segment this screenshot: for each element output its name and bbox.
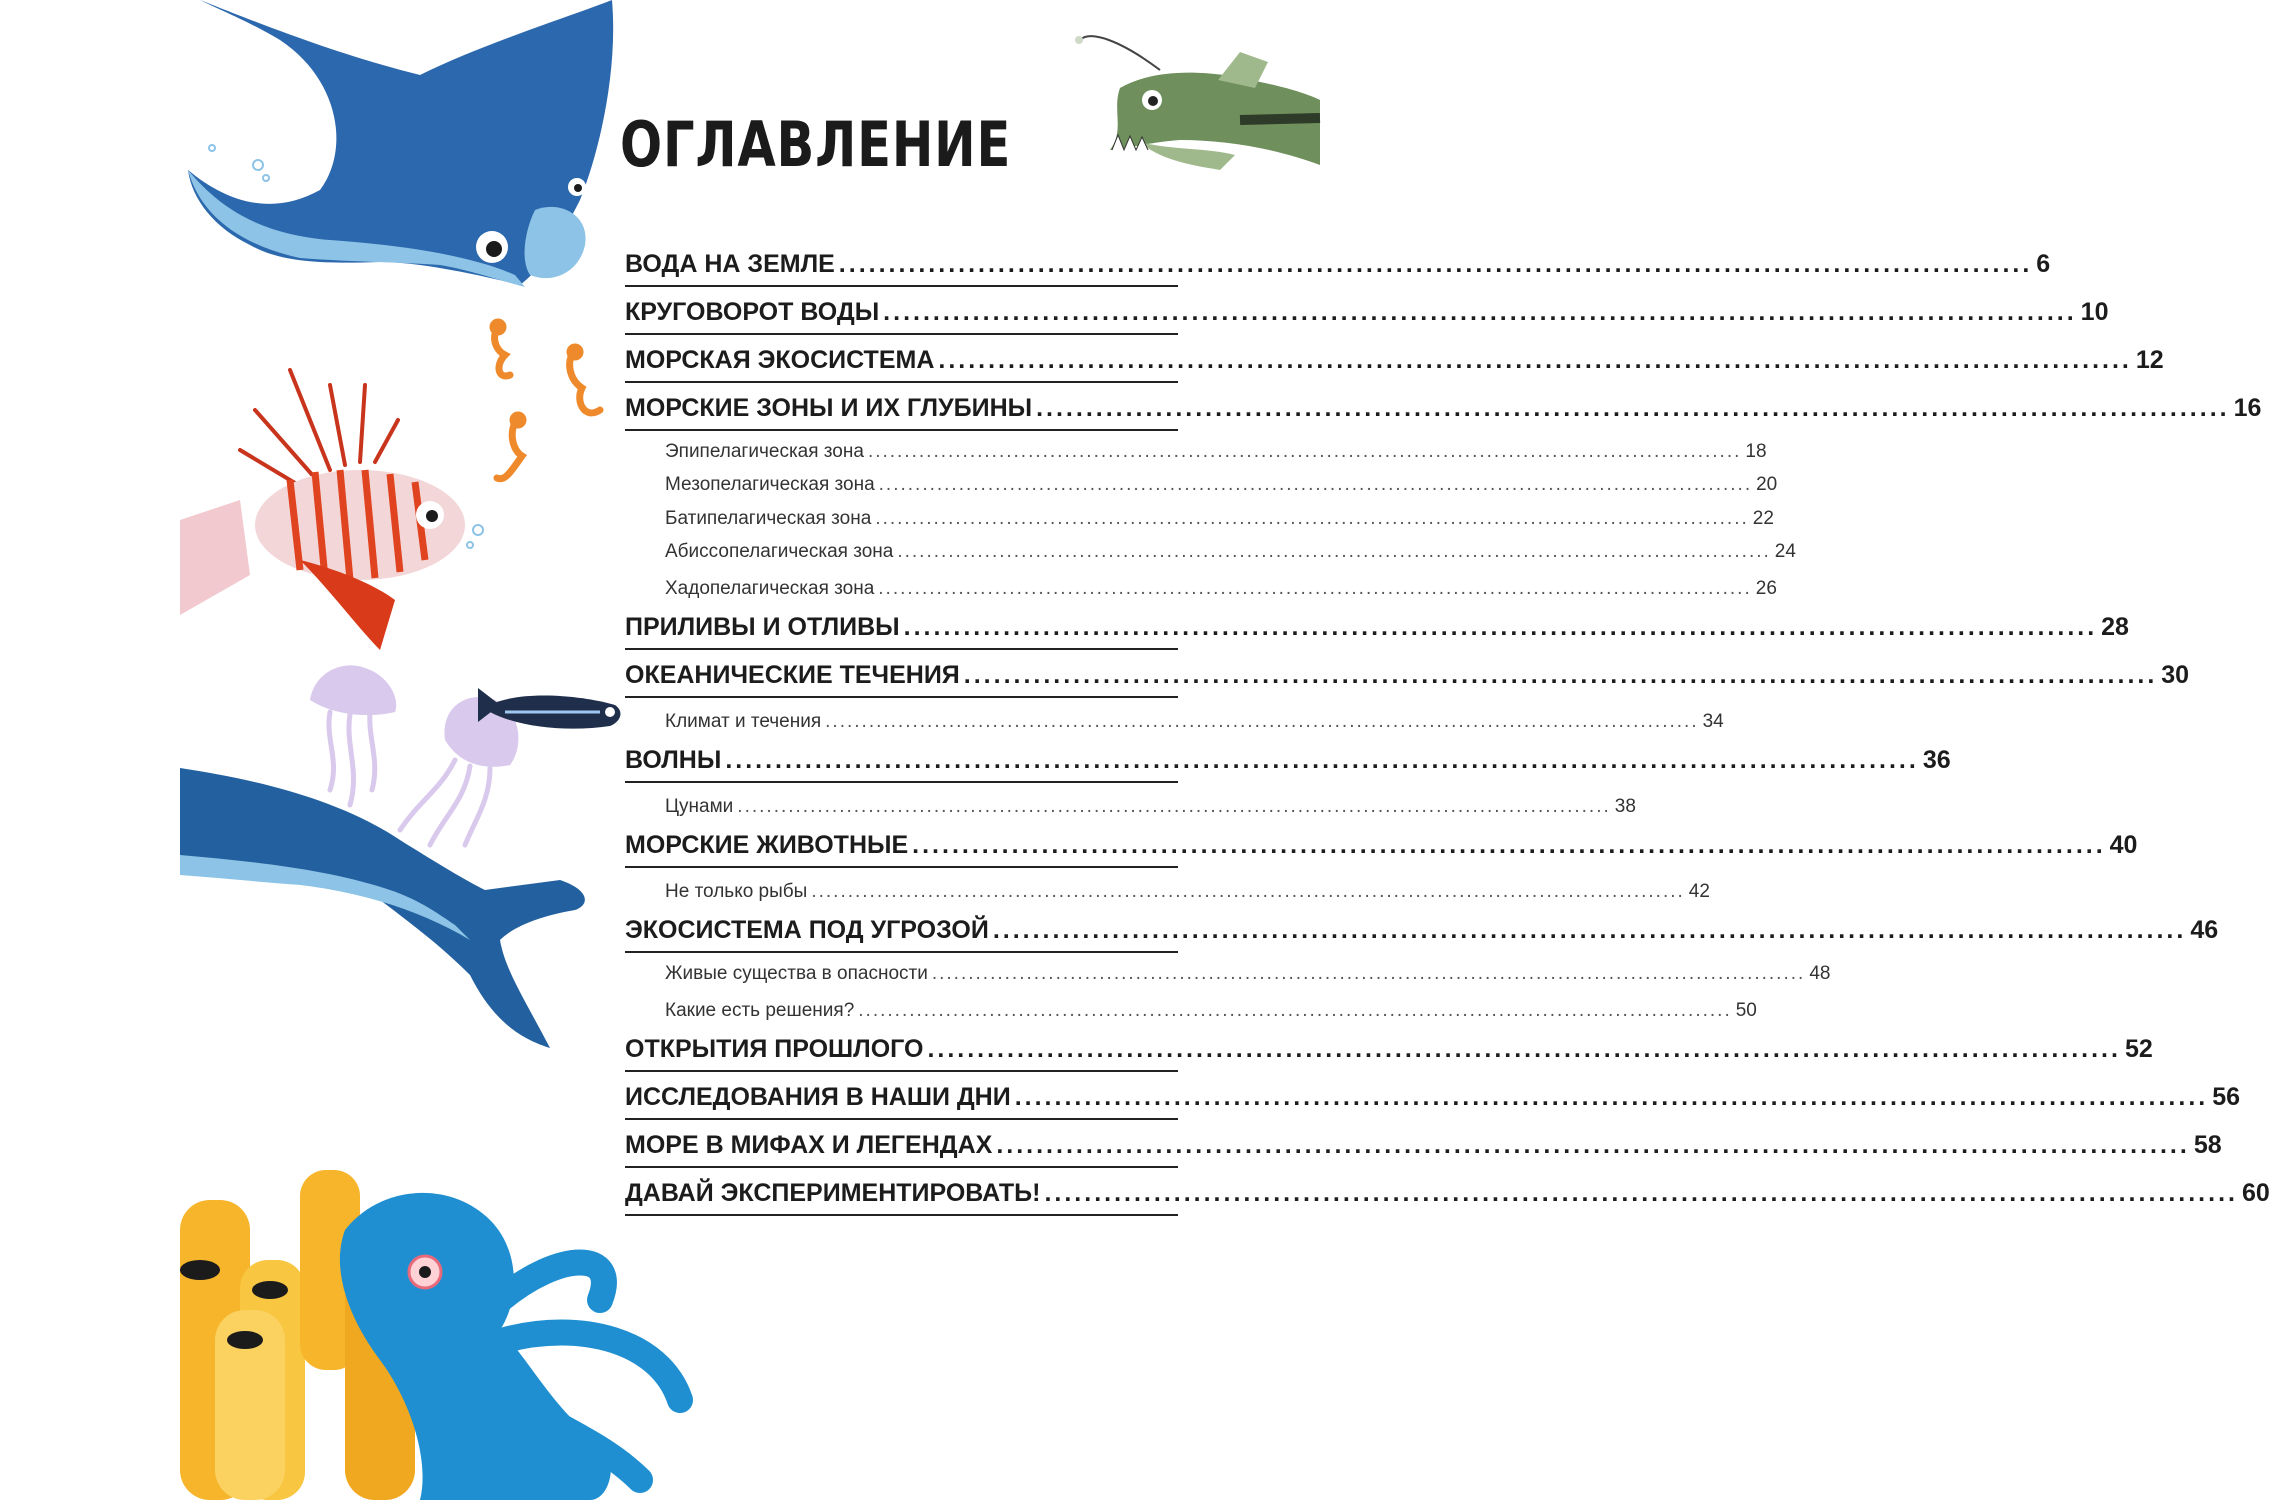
- toc-entry-title: Батипелагическая зона: [665, 507, 872, 529]
- toc-page-number: 60: [2241, 1178, 2270, 1207]
- toc-entry-title: Живые существа в опасности: [665, 962, 928, 984]
- dot-leader: ........................................................................................................................: [931, 962, 1806, 984]
- toc-chapter[interactable]: [625, 821, 2138, 868]
- toc-entry-title: Цунами: [665, 796, 734, 817]
- toc-page-number: 24: [1774, 541, 1796, 562]
- toc-chapter[interactable]: [625, 651, 2190, 698]
- toc-section[interactable]: [625, 784, 1636, 821]
- toc-section[interactable]: [625, 566, 1777, 603]
- toc-entry-title: Климат и течения: [665, 711, 822, 732]
- toc-entry-title: ДАВАЙ ЭКСПЕРИМЕНТИРОВАТЬ!: [625, 1178, 1041, 1207]
- dot-leader: ........................................................................................................................: [938, 346, 2132, 374]
- toc-entry-title: МОРСКИЕ ЗОНЫ И ИХ ГЛУБИНЫ: [625, 394, 1033, 422]
- dot-leader: ........................................................................................................................: [963, 661, 2158, 689]
- toc-section[interactable]: [625, 699, 1724, 736]
- toc-page-number: 18: [1745, 440, 1767, 462]
- toc-chapter[interactable]: [625, 384, 2262, 431]
- toc-entry-title: ОКЕАНИЧЕСКИЕ ТЕЧЕНИЯ: [625, 661, 960, 689]
- toc-chapter[interactable]: [625, 906, 2219, 953]
- toc-page-number: 36: [1922, 746, 1951, 774]
- toc-page-number: 40: [2109, 831, 2138, 859]
- toc-entry-title: КРУГОВОРОТ ВОДЫ: [625, 298, 880, 326]
- toc-section[interactable]: [625, 466, 1778, 500]
- toc-page-number: 26: [1755, 578, 1777, 599]
- toc-page-number: 30: [2161, 661, 2190, 689]
- dot-leader: ........................................................................................................................: [811, 881, 1685, 902]
- page-title: ОГЛАВЛЕНИЕ: [620, 108, 1012, 181]
- dot-leader: ........................................................................................................................: [878, 474, 1753, 495]
- toc-chapter[interactable]: [625, 736, 1951, 783]
- toc-entry-title: МОРСКИЕ ЖИВОТНЫЕ: [625, 831, 909, 859]
- toc-entry-title: ЭКОСИСТЕМА ПОД УГРОЗОЙ: [625, 916, 989, 944]
- dot-leader: ........................................................................................................................: [737, 796, 1611, 817]
- toc-section[interactable]: [625, 533, 1796, 567]
- dot-leader: ........................................................................................................................: [996, 1130, 2190, 1159]
- toc-page-number: 28: [2101, 613, 2129, 641]
- toc-page-number: 38: [1614, 796, 1636, 817]
- dot-leader: ........................................................................................................................: [725, 746, 1919, 774]
- toc-page-number: 50: [1735, 999, 1757, 1021]
- toc-entry-title: Хадопелагическая зона: [665, 578, 875, 599]
- dot-leader: ........................................................................................................................: [858, 999, 1732, 1021]
- toc-section[interactable]: [625, 988, 1757, 1025]
- dot-leader: ........................................................................................................................: [927, 1034, 2121, 1063]
- dot-leader: ........................................................................................................................: [838, 250, 2033, 278]
- toc-chapter[interactable]: [625, 603, 2129, 650]
- toc-page-number: 34: [1702, 711, 1724, 732]
- toc-page-number: 6: [2036, 250, 2051, 278]
- dot-leader: ........................................................................................................................: [1036, 394, 2230, 422]
- toc-page-number: 48: [1809, 962, 1831, 984]
- toc-entry-title: МОРСКАЯ ЭКОСИСТЕМА: [625, 346, 935, 374]
- toc-page-number: 42: [1688, 881, 1710, 902]
- dot-leader: ........................................................................................................................: [878, 578, 1752, 599]
- manta-ray-illustration: [188, 0, 613, 287]
- toc-section[interactable]: [625, 499, 1774, 533]
- toc-section[interactable]: [625, 869, 1710, 906]
- toc-chapter[interactable]: [625, 240, 2051, 287]
- toc-chapter[interactable]: [625, 288, 2109, 335]
- dot-leader: ........................................................................................................................: [875, 507, 1749, 529]
- toc-chapter[interactable]: [625, 336, 2164, 383]
- toc-entry-title: ПРИЛИВЫ И ОТЛИВЫ: [625, 613, 900, 641]
- toc-section[interactable]: [625, 954, 1831, 988]
- dot-leader: ........................................................................................................................: [825, 711, 1699, 732]
- whale-tail-illustration: [180, 768, 585, 1048]
- toc-entry-title: ОТКРЫТИЯ ПРОШЛОГО: [625, 1034, 924, 1063]
- dot-leader: ........................................................................................................................: [912, 831, 2106, 859]
- toc-entry-title: ИССЛЕДОВАНИЯ В НАШИ ДНИ: [625, 1082, 1011, 1111]
- toc-section[interactable]: [625, 432, 1767, 466]
- toc-entry-title: ВОДА НА ЗЕМЛЕ: [625, 250, 835, 278]
- toc-chapter[interactable]: [625, 1169, 2270, 1216]
- toc-page-number: 20: [1756, 474, 1778, 495]
- dot-leader: ........................................................................................................................: [867, 440, 1742, 462]
- dot-leader: ........................................................................................................................: [903, 613, 2098, 641]
- anglerfish-illustration: [1075, 36, 1320, 170]
- toc-page-number: 56: [2212, 1082, 2241, 1111]
- dot-leader: ........................................................................................................................: [1014, 1082, 2209, 1111]
- toc-chapter[interactable]: [625, 1025, 2153, 1072]
- dot-leader: ........................................................................................................................: [992, 916, 2187, 944]
- toc-page-number: 46: [2190, 916, 2219, 944]
- toc-page-number: 12: [2135, 346, 2164, 374]
- toc-page-number: 22: [1752, 507, 1774, 529]
- seahorses-illustration: [493, 322, 600, 479]
- toc-entry-title: МОРЕ В МИФАХ И ЛЕГЕНДАХ: [625, 1130, 993, 1159]
- toc-page-number: 52: [2124, 1034, 2153, 1063]
- dot-leader: ........................................................................................................................: [897, 541, 1771, 562]
- toc-entry-title: Мезопелагическая зона: [665, 474, 875, 495]
- lionfish-illustration: [180, 370, 483, 650]
- toc-entry-title: ВОЛНЫ: [625, 746, 722, 774]
- table-of-contents: [625, 240, 2270, 1217]
- toc-entry-title: Какие есть решения?: [665, 999, 855, 1021]
- toc-entry-title: Эпипелагическая зона: [665, 440, 864, 462]
- toc-page-number: 58: [2193, 1130, 2222, 1159]
- toc-chapter[interactable]: [625, 1121, 2222, 1168]
- toc-page-number: 10: [2080, 298, 2109, 326]
- toc-page-number: 16: [2233, 394, 2262, 422]
- toc-entry-title: Не только рыбы: [665, 881, 808, 902]
- toc-entry-title: Абиссопелагическая зона: [665, 541, 894, 562]
- dot-leader: ........................................................................................................................: [883, 298, 2077, 326]
- toc-chapter[interactable]: [625, 1073, 2241, 1120]
- dot-leader: ........................................................................................................................: [1044, 1178, 2238, 1207]
